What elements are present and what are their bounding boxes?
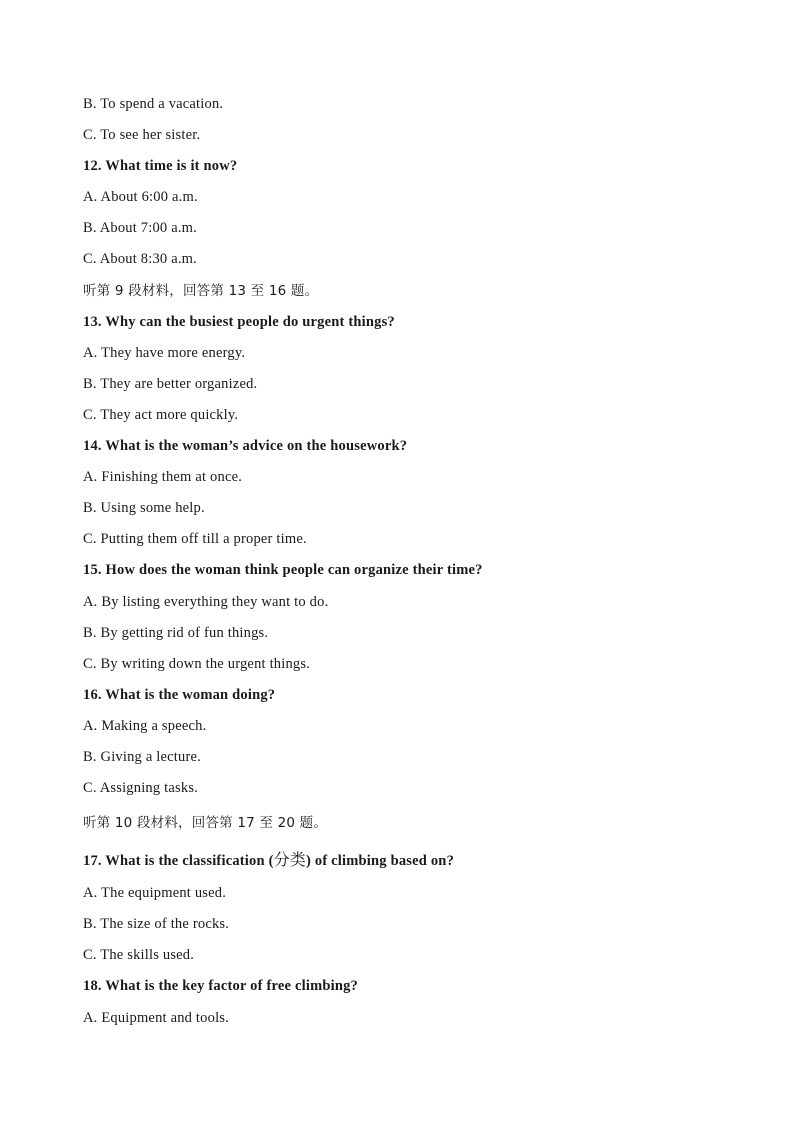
option-12c: C. About 8:30 a.m. bbox=[83, 251, 197, 268]
section-instruction-9: 听第 9 段材料，回答第 13 至 16 题。 bbox=[83, 282, 319, 299]
option-13b: B. They are better organized. bbox=[83, 375, 258, 392]
question-12: 12. What time is it now? bbox=[83, 158, 238, 175]
option-17a: A. The equipment used. bbox=[83, 885, 227, 902]
option-14b: B. Using some help. bbox=[83, 500, 205, 517]
option-17c: C. The skills used. bbox=[83, 947, 195, 964]
question-13: 13. Why can the busiest people do urgent things? bbox=[83, 313, 395, 330]
question-14: 14. What is the woman’s advice on the housework? bbox=[83, 438, 408, 455]
option-14c: C. Putting them off till a proper time. bbox=[83, 531, 307, 548]
option-12a: A. About 6:00 a.m. bbox=[83, 189, 198, 206]
question-16: 16. What is the woman doing? bbox=[83, 686, 276, 703]
option-18a: A. Equipment and tools. bbox=[83, 1009, 229, 1026]
option-15a: A. By listing everything they want to do. bbox=[83, 593, 329, 610]
option-11c: C. To see her sister. bbox=[83, 127, 201, 144]
option-13c: C. They act more quickly. bbox=[83, 406, 239, 423]
option-16b: B. Giving a lecture. bbox=[83, 748, 201, 765]
question-17-part-2: ) of climbing based on? bbox=[306, 853, 455, 870]
option-15b: B. By getting rid of fun things. bbox=[83, 624, 269, 641]
question-17-part-1: 17. What is the classification ( bbox=[83, 853, 274, 870]
option-16a: A. Making a speech. bbox=[83, 717, 207, 734]
option-12b: B. About 7:00 a.m. bbox=[83, 220, 197, 237]
question-17-cjk: 分类 bbox=[273, 850, 307, 870]
question-17 bbox=[83, 844, 743, 881]
option-11b: B. To spend a vacation. bbox=[83, 96, 224, 112]
question-18: 18. What is the key factor of free climbing? bbox=[83, 978, 359, 995]
option-14a: A. Finishing them at once. bbox=[83, 469, 243, 486]
question-15: 15. How does the woman think people can organize their time? bbox=[83, 562, 483, 579]
document-page bbox=[83, 92, 743, 1037]
option-15c: C. By writing down the urgent things. bbox=[83, 655, 311, 672]
option-16c: C. Assigning tasks. bbox=[83, 780, 198, 797]
option-13a: A. They have more energy. bbox=[83, 344, 246, 361]
option-17b: B. The size of the rocks. bbox=[83, 916, 230, 933]
section-instruction-10: 听第 10 段材料，回答第 17 至 20 题。 bbox=[83, 815, 328, 832]
